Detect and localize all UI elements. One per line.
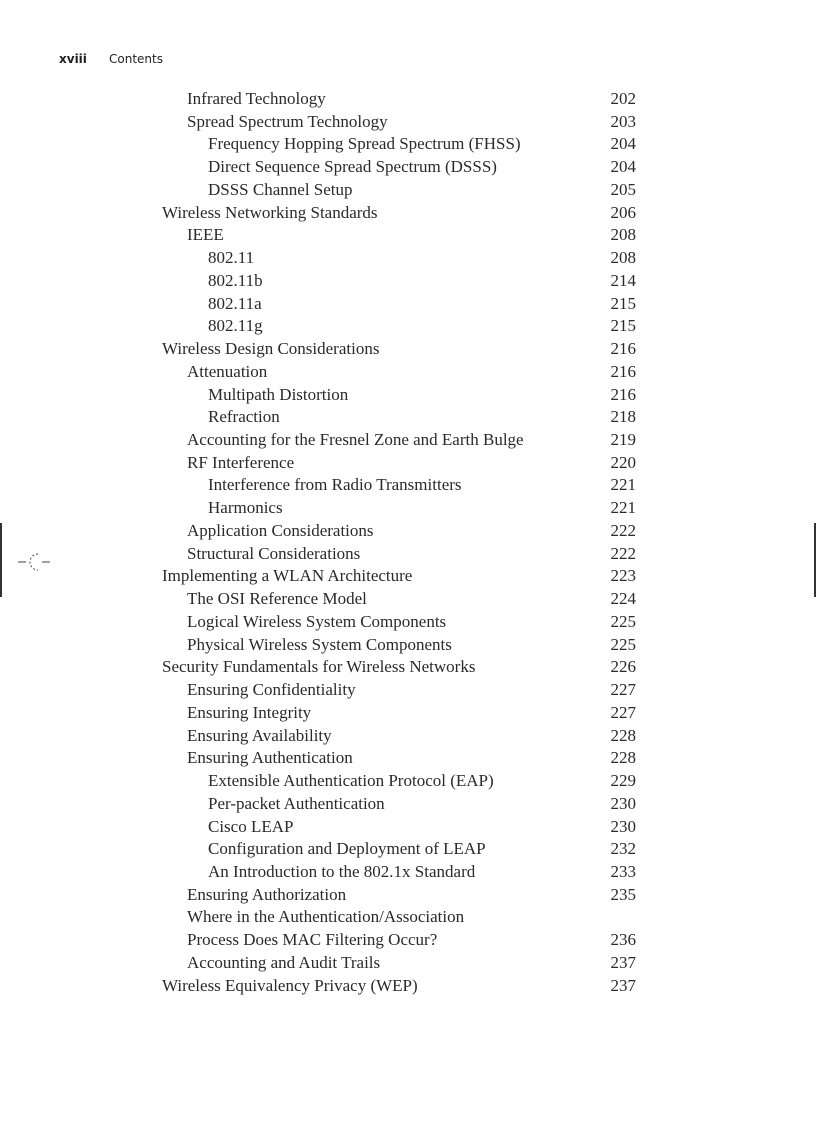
toc-entry: [162, 975, 636, 998]
toc-entry-page: 222: [610, 520, 636, 540]
toc-entry-title: RF Interference: [187, 452, 295, 472]
toc-entry-page: 230: [610, 793, 636, 813]
toc-entry: [162, 88, 636, 111]
toc-entry-page: 218: [610, 407, 636, 427]
toc-entry: [162, 565, 636, 588]
toc-entry-title: 802.11: [208, 248, 255, 268]
toc-entry: [162, 679, 636, 702]
toc-entry: [162, 861, 636, 884]
toc-entry: [162, 838, 636, 861]
toc-entry-title: Implementing a WLAN Architecture: [162, 566, 413, 586]
toc-entry: [162, 133, 636, 156]
toc-entry-title: Ensuring Authentication: [187, 748, 353, 768]
toc-entry: [162, 497, 636, 520]
toc-entry-page: 215: [610, 293, 636, 313]
toc-entry-title: Extensible Authentication Protocol (EAP): [208, 771, 494, 791]
toc-entry-page: 219: [610, 430, 636, 450]
toc-entry-title: Direct Sequence Spread Spectrum (DSSS): [208, 157, 497, 177]
toc-entry-page: 206: [610, 202, 636, 222]
toc-entry-title: Frequency Hopping Spread Spectrum (FHSS): [208, 134, 521, 154]
toc-entry: [162, 224, 636, 247]
toc-entry-page: 208: [610, 225, 636, 245]
section-title: Contents: [109, 52, 163, 66]
toc-entry-title: Wireless Equivalency Privacy (WEP): [162, 975, 418, 995]
toc-entry-title: 802.11b: [208, 270, 263, 290]
toc-entry-title: Spread Spectrum Technology: [187, 111, 388, 131]
toc-entry-page: 214: [610, 270, 636, 290]
toc-entry-page: 227: [610, 680, 636, 700]
toc-entry-title: Ensuring Authorization: [187, 884, 347, 904]
toc-entry: [162, 202, 636, 225]
toc-entry: [162, 520, 636, 543]
toc-entry-title: Attenuation: [187, 361, 268, 381]
toc-entry: [162, 747, 636, 770]
toc-entry: [162, 406, 636, 429]
toc-entry-title: Where in the Authentication/Association: [187, 907, 465, 927]
toc-entry-page: 237: [610, 975, 636, 995]
toc-entry-title: The OSI Reference Model: [187, 589, 367, 609]
toc-entry: [162, 588, 636, 611]
table-of-contents: [162, 88, 636, 997]
toc-entry-title: Ensuring Confidentiality: [187, 680, 356, 700]
toc-entry: [162, 429, 636, 452]
toc-entry: [162, 929, 636, 952]
toc-entry: [162, 338, 636, 361]
toc-entry-page: 222: [610, 543, 636, 563]
running-head: [59, 52, 163, 66]
toc-entry: [162, 770, 636, 793]
toc-entry: [162, 793, 636, 816]
toc-entry-page: 221: [610, 498, 636, 518]
toc-entry: [162, 611, 636, 634]
toc-entry-title: Accounting and Audit Trails: [187, 952, 381, 972]
toc-entry-page: 204: [610, 134, 636, 154]
toc-entry-page: 202: [610, 89, 636, 108]
toc-entry: [162, 452, 636, 475]
toc-entry-title: Structural Considerations: [187, 543, 361, 563]
toc-entry-title: Process Does MAC Filtering Occur?: [187, 930, 438, 950]
toc-entry-page: 228: [610, 725, 636, 745]
toc-entry: [162, 702, 636, 725]
toc-entry-title: Infrared Technology: [187, 89, 326, 108]
page-number: xviii: [59, 52, 87, 66]
toc-entry-page: 225: [610, 611, 636, 631]
toc-entry-page: 236: [610, 930, 636, 950]
toc-entry-page: 216: [610, 339, 636, 359]
left-margin-bar: [0, 523, 2, 597]
toc-entry-page: 237: [610, 952, 636, 972]
toc-entry-page: 225: [610, 634, 636, 654]
toc-entry-page: 224: [610, 589, 636, 609]
toc-entry: [162, 656, 636, 679]
toc-entry: [162, 474, 636, 497]
toc-entry: [162, 543, 636, 566]
toc-entry: [162, 634, 636, 657]
toc-entry-page: 235: [610, 884, 636, 904]
toc-entry-title: 802.11g: [208, 316, 263, 336]
toc-entry-page: 233: [610, 861, 636, 881]
toc-entry-page: 220: [610, 452, 636, 472]
toc-entry-title: Harmonics: [208, 498, 283, 518]
toc-entry-page: 216: [610, 361, 636, 381]
toc-entry-title: Cisco LEAP: [208, 816, 294, 836]
toc-entry: [162, 952, 636, 975]
toc-entry-title: IEEE: [187, 225, 224, 245]
toc-entry-title: 802.11a: [208, 293, 262, 313]
toc-entry-page: 229: [610, 771, 636, 791]
toc-entry-page: 203: [610, 111, 636, 131]
toc-entry: [162, 384, 636, 407]
toc-entry-title: Configuration and Deployment of LEAP: [208, 839, 486, 859]
toc-entry-title: Multipath Distortion: [208, 384, 349, 404]
toc-entry-title: Accounting for the Fresnel Zone and Earth Bulge: [187, 430, 524, 450]
toc-entry-page: 208: [610, 248, 636, 268]
toc-entry-title: DSSS Channel Setup: [208, 179, 353, 199]
toc-entry-page: 227: [610, 702, 636, 722]
toc-entry-page: 205: [610, 179, 636, 199]
toc-entry-title: Refraction: [208, 407, 280, 427]
toc-entry-title: Physical Wireless System Components: [187, 634, 452, 654]
toc-entry: [162, 361, 636, 384]
toc-entry-title: Logical Wireless System Components: [187, 611, 447, 631]
toc-entry: [162, 816, 636, 839]
toc-entry-title: Security Fundamentals for Wireless Networks: [162, 657, 476, 677]
toc-entry-title: Ensuring Availability: [187, 725, 332, 745]
toc-entry-title: Per-packet Authentication: [208, 793, 385, 813]
toc-entry: [162, 247, 636, 270]
toc-entry-page: 223: [610, 566, 636, 586]
toc-entry: [162, 179, 636, 202]
toc-entry: [162, 906, 636, 929]
toc-entry: [162, 270, 636, 293]
toc-entry-page: 216: [610, 384, 636, 404]
toc-entry-title: Wireless Design Considerations: [162, 339, 380, 359]
toc-entry: [162, 111, 636, 134]
toc-entry-page: 226: [610, 657, 636, 677]
toc-entry-title: An Introduction to the 802.1x Standard: [208, 861, 476, 881]
toc-entry-page: 228: [610, 748, 636, 768]
toc-entry-title: Ensuring Integrity: [187, 702, 312, 722]
toc-entry-title: Wireless Networking Standards: [162, 202, 378, 222]
toc-entry: [162, 725, 636, 748]
toc-entry-page: 204: [610, 157, 636, 177]
toc-entry-page: 230: [610, 816, 636, 836]
registration-mark-icon: [18, 551, 52, 578]
toc-entry-title: Application Considerations: [187, 520, 374, 540]
toc-entry-title: Interference from Radio Transmitters: [208, 475, 462, 495]
toc-entry-page: 221: [610, 475, 636, 495]
toc-entry-page: 215: [610, 316, 636, 336]
toc-entry: [162, 293, 636, 316]
toc-entry: [162, 884, 636, 907]
toc-entry: [162, 315, 636, 338]
toc-entry: [162, 156, 636, 179]
toc-entry-page: 232: [610, 839, 636, 859]
